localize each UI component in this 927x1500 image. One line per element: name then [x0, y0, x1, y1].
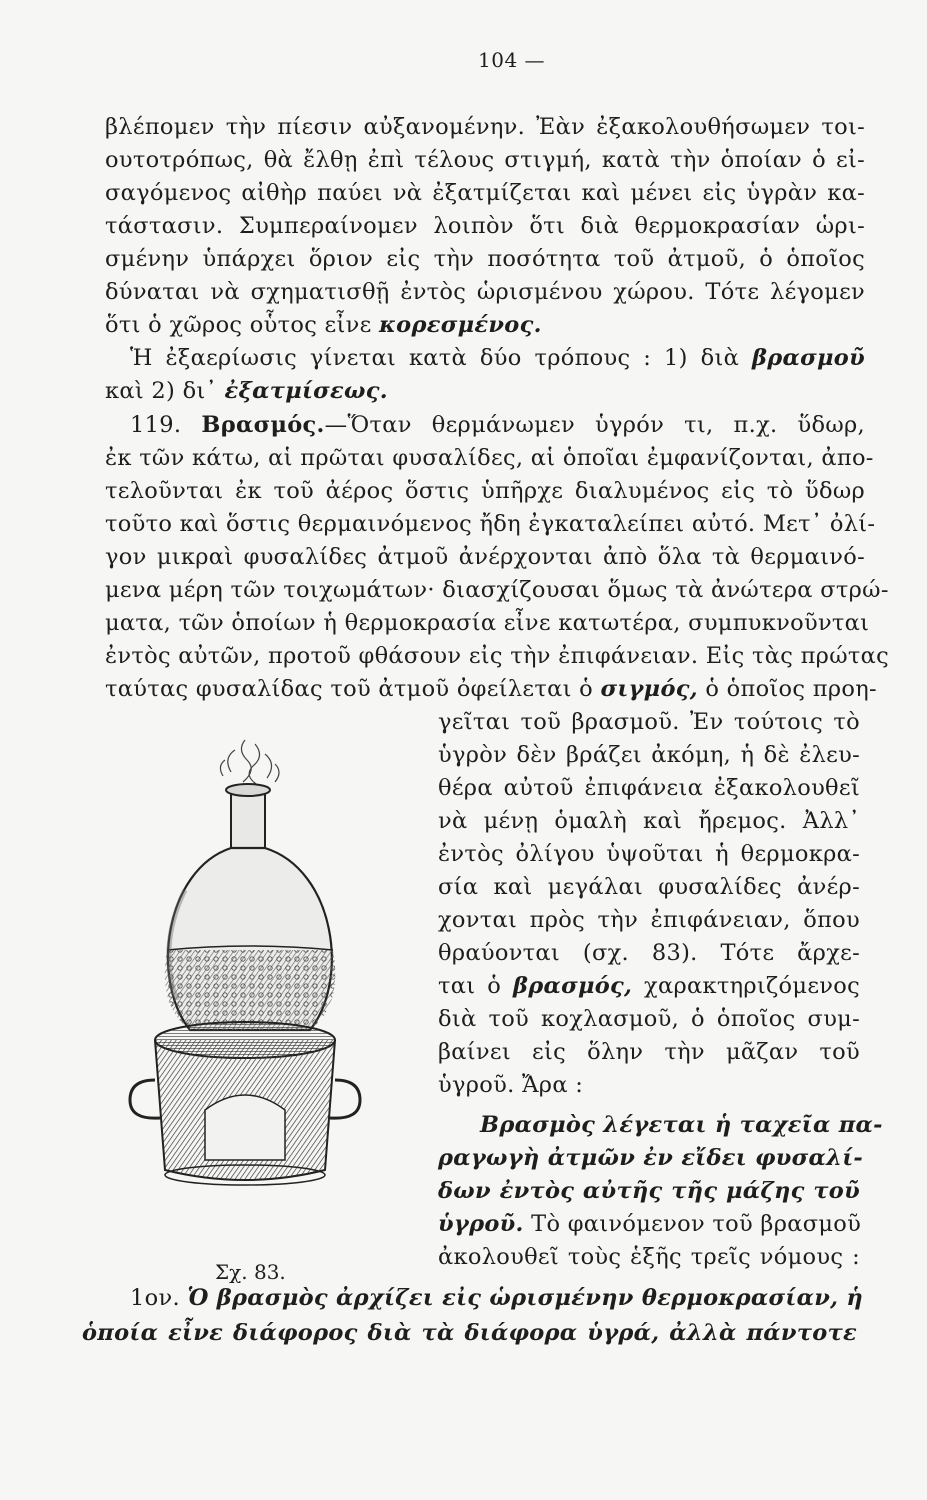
text-line: τοῦτο καὶ ὅστις θερμαινόμενος ἤδη ἐγκαταλείπει αὐτό. Μετ᾽ ὀλί- — [105, 511, 876, 537]
text-line: ματα, τῶν ὁποίων ἡ θερμοκρασία εἶνε κατωτέρα, συμπυκνοῦνται — [105, 610, 870, 636]
text-span: Τὸ φαινόμενον τοῦ βρασμοῦ — [523, 1211, 862, 1237]
text-line — [438, 971, 860, 1001]
text-line: τελοῦνται ἐκ τοῦ ἀέρος ὅστις ὑπῆρχε διαλυμένος εἰς τὸ ὕδωρ — [105, 478, 865, 504]
text-line: σμένην ὑπάρχει ὅριον εἰς τὴν ποσότητα τοῦ ἀτμοῦ, ὁ ὁποῖος — [105, 246, 865, 272]
text-line: ἀκολουθεῖ τοὺς ἑξῆς τρεῖς νόμους : — [438, 1244, 860, 1270]
text-line: γον μικραὶ φυσαλίδες ἀτμοῦ ἀνέρχονται ἀπὸ ὅλα τὰ θερμαινό- — [105, 544, 865, 570]
text-span: ὁ ὁποῖος προη- — [697, 676, 877, 702]
figure-caption: Σχ. 83. — [215, 1260, 286, 1284]
term-saturated: κορεσμένος. — [379, 312, 542, 338]
text-line — [105, 376, 865, 406]
text-line: ἐντὸς αὐτῶν, προτοῦ φθάσουν εἰς τὴν ἐπιφάνειαν. Εἰς τὰς πρώτας — [105, 643, 889, 669]
text-line: γεῖται τοῦ βρασμοῦ. Ἐν τούτοις τὸ — [438, 709, 860, 735]
text-span: καὶ 2) δι᾽ — [105, 378, 225, 404]
term-simmering: σιγμός, — [600, 676, 698, 702]
law-line — [130, 1283, 864, 1313]
text-line: θέρα αὐτοῦ ἐπιφάνεια ἐξακολουθεῖ — [438, 775, 860, 801]
text-line — [105, 674, 877, 704]
text-line: χονται πρὸς τὴν ἐπιφάνειαν, ὅπου — [438, 907, 860, 933]
text-line — [130, 343, 865, 373]
law-number: 1ον. — [130, 1285, 188, 1311]
text-line: βαίνει εἰς ὅλην τὴν μᾶζαν τοῦ — [438, 1039, 860, 1065]
section-title: Βρασμός. — [201, 412, 325, 438]
text-line: δύναται νὰ σχηματισθῇ ἐντὸς ὡρισμένου χώρου. Τότε λέγομεν — [105, 279, 865, 305]
page-number: 104 — — [478, 48, 546, 72]
text-span: —Ὅταν θερμάνωμεν ὑγρόν τι, π.χ. ὕδωρ, — [324, 412, 866, 438]
law-line: ὁποία εἶνε διάφορος διὰ τὰ διάφορα ὑγρά, ἀλλὰ πάντοτε — [82, 1320, 857, 1346]
text-line: τάστασιν. Συμπεραίνομεν λοιπὸν ὅτι διὰ θερμοκρασίαν ὡρι- — [105, 213, 865, 239]
definition-line: δων ἐντὸς αὐτῆς τῆς μάζης τοῦ — [438, 1178, 860, 1204]
term-boiling: βρασμός, — [512, 973, 633, 999]
term-boiling: βρασμοῦ — [752, 345, 865, 371]
section-heading-line — [130, 410, 865, 440]
text-line — [105, 310, 865, 340]
text-line: μενα μέρη τῶν τοιχωμάτων· διασχίζουσαι ὅμως τὰ ἀνώτερα στρώ- — [105, 577, 889, 603]
text-line: ὑγρὸν δὲν βράζει ἀκόμη, ἡ δὲ ἐλευ- — [438, 742, 860, 768]
definition-end: ὑγροῦ. — [438, 1211, 524, 1237]
boiling-flask-on-burner-illustration-icon — [95, 730, 385, 1200]
text-line: ἐκ τῶν κάτω, αἱ πρῶται φυσαλίδες, αἱ ὁποῖαι ἐμφανίζονται, ἀπο- — [105, 445, 874, 471]
text-span: ταύτας φυσαλίδας τοῦ ἀτμοῦ ὀφείλεται ὁ — [105, 676, 601, 702]
law-text: Ὁ βρασμὸς ἀρχίζει εἰς ὡρισμένην θερμοκρασίαν, ἡ — [187, 1285, 864, 1311]
text-line: ουτοτρόπως, θὰ ἔλθῃ ἐπὶ τέλους στιγμή, κατὰ τὴν ὁποίαν ὁ εἰ- — [105, 147, 865, 173]
text-span: ται ὁ — [438, 973, 513, 999]
section-number: 119. — [130, 412, 202, 438]
text-line: σία καὶ μεγάλαι φυσαλίδες ἀνέρ- — [438, 874, 860, 900]
text-span: ὅτι ὁ χῶρος οὗτος εἶνε — [105, 312, 380, 338]
term-evaporation: ἐξατμίσεως. — [224, 378, 388, 404]
text-line: βλέπομεν τὴν πίεσιν αὐξανομένην. Ἐὰν ἐξακολουθήσωμεν τοι- — [105, 114, 865, 140]
text-span: Ἡ ἐξαερίωσις γίνεται κατὰ δύο τρόπους : 1) διὰ — [130, 345, 752, 371]
text-line: ἐντὸς ὀλίγου ὑψοῦται ἡ θερμοκρα- — [438, 841, 860, 867]
text-line: νὰ μένῃ ὁμαλὴ καὶ ἤρεμος. Ἀλλ᾽ — [438, 808, 860, 834]
text-line: σαγόμενος αἰθὴρ παύει νὰ ἐξατμίζεται καὶ μένει εἰς ὑγρὰν κα- — [105, 180, 865, 206]
text-line — [438, 1209, 860, 1239]
boiling-flask-figure — [95, 730, 385, 1204]
text-line: ὑγροῦ. Ἄρα : — [438, 1072, 584, 1098]
definition-line: Βρασμὸς λέγεται ἡ ταχεῖα πα- — [480, 1112, 883, 1138]
text-line: διὰ τοῦ κοχλασμοῦ, ὁ ὁποῖος συμ- — [438, 1006, 860, 1032]
text-span: χαρακτηριζόμενος — [632, 973, 860, 999]
text-line: θραύονται (σχ. 83). Τότε ἄρχε- — [438, 940, 860, 966]
definition-line: ραγωγὴ ἀτμῶν ἐν εἴδει φυσαλί- — [438, 1145, 864, 1171]
